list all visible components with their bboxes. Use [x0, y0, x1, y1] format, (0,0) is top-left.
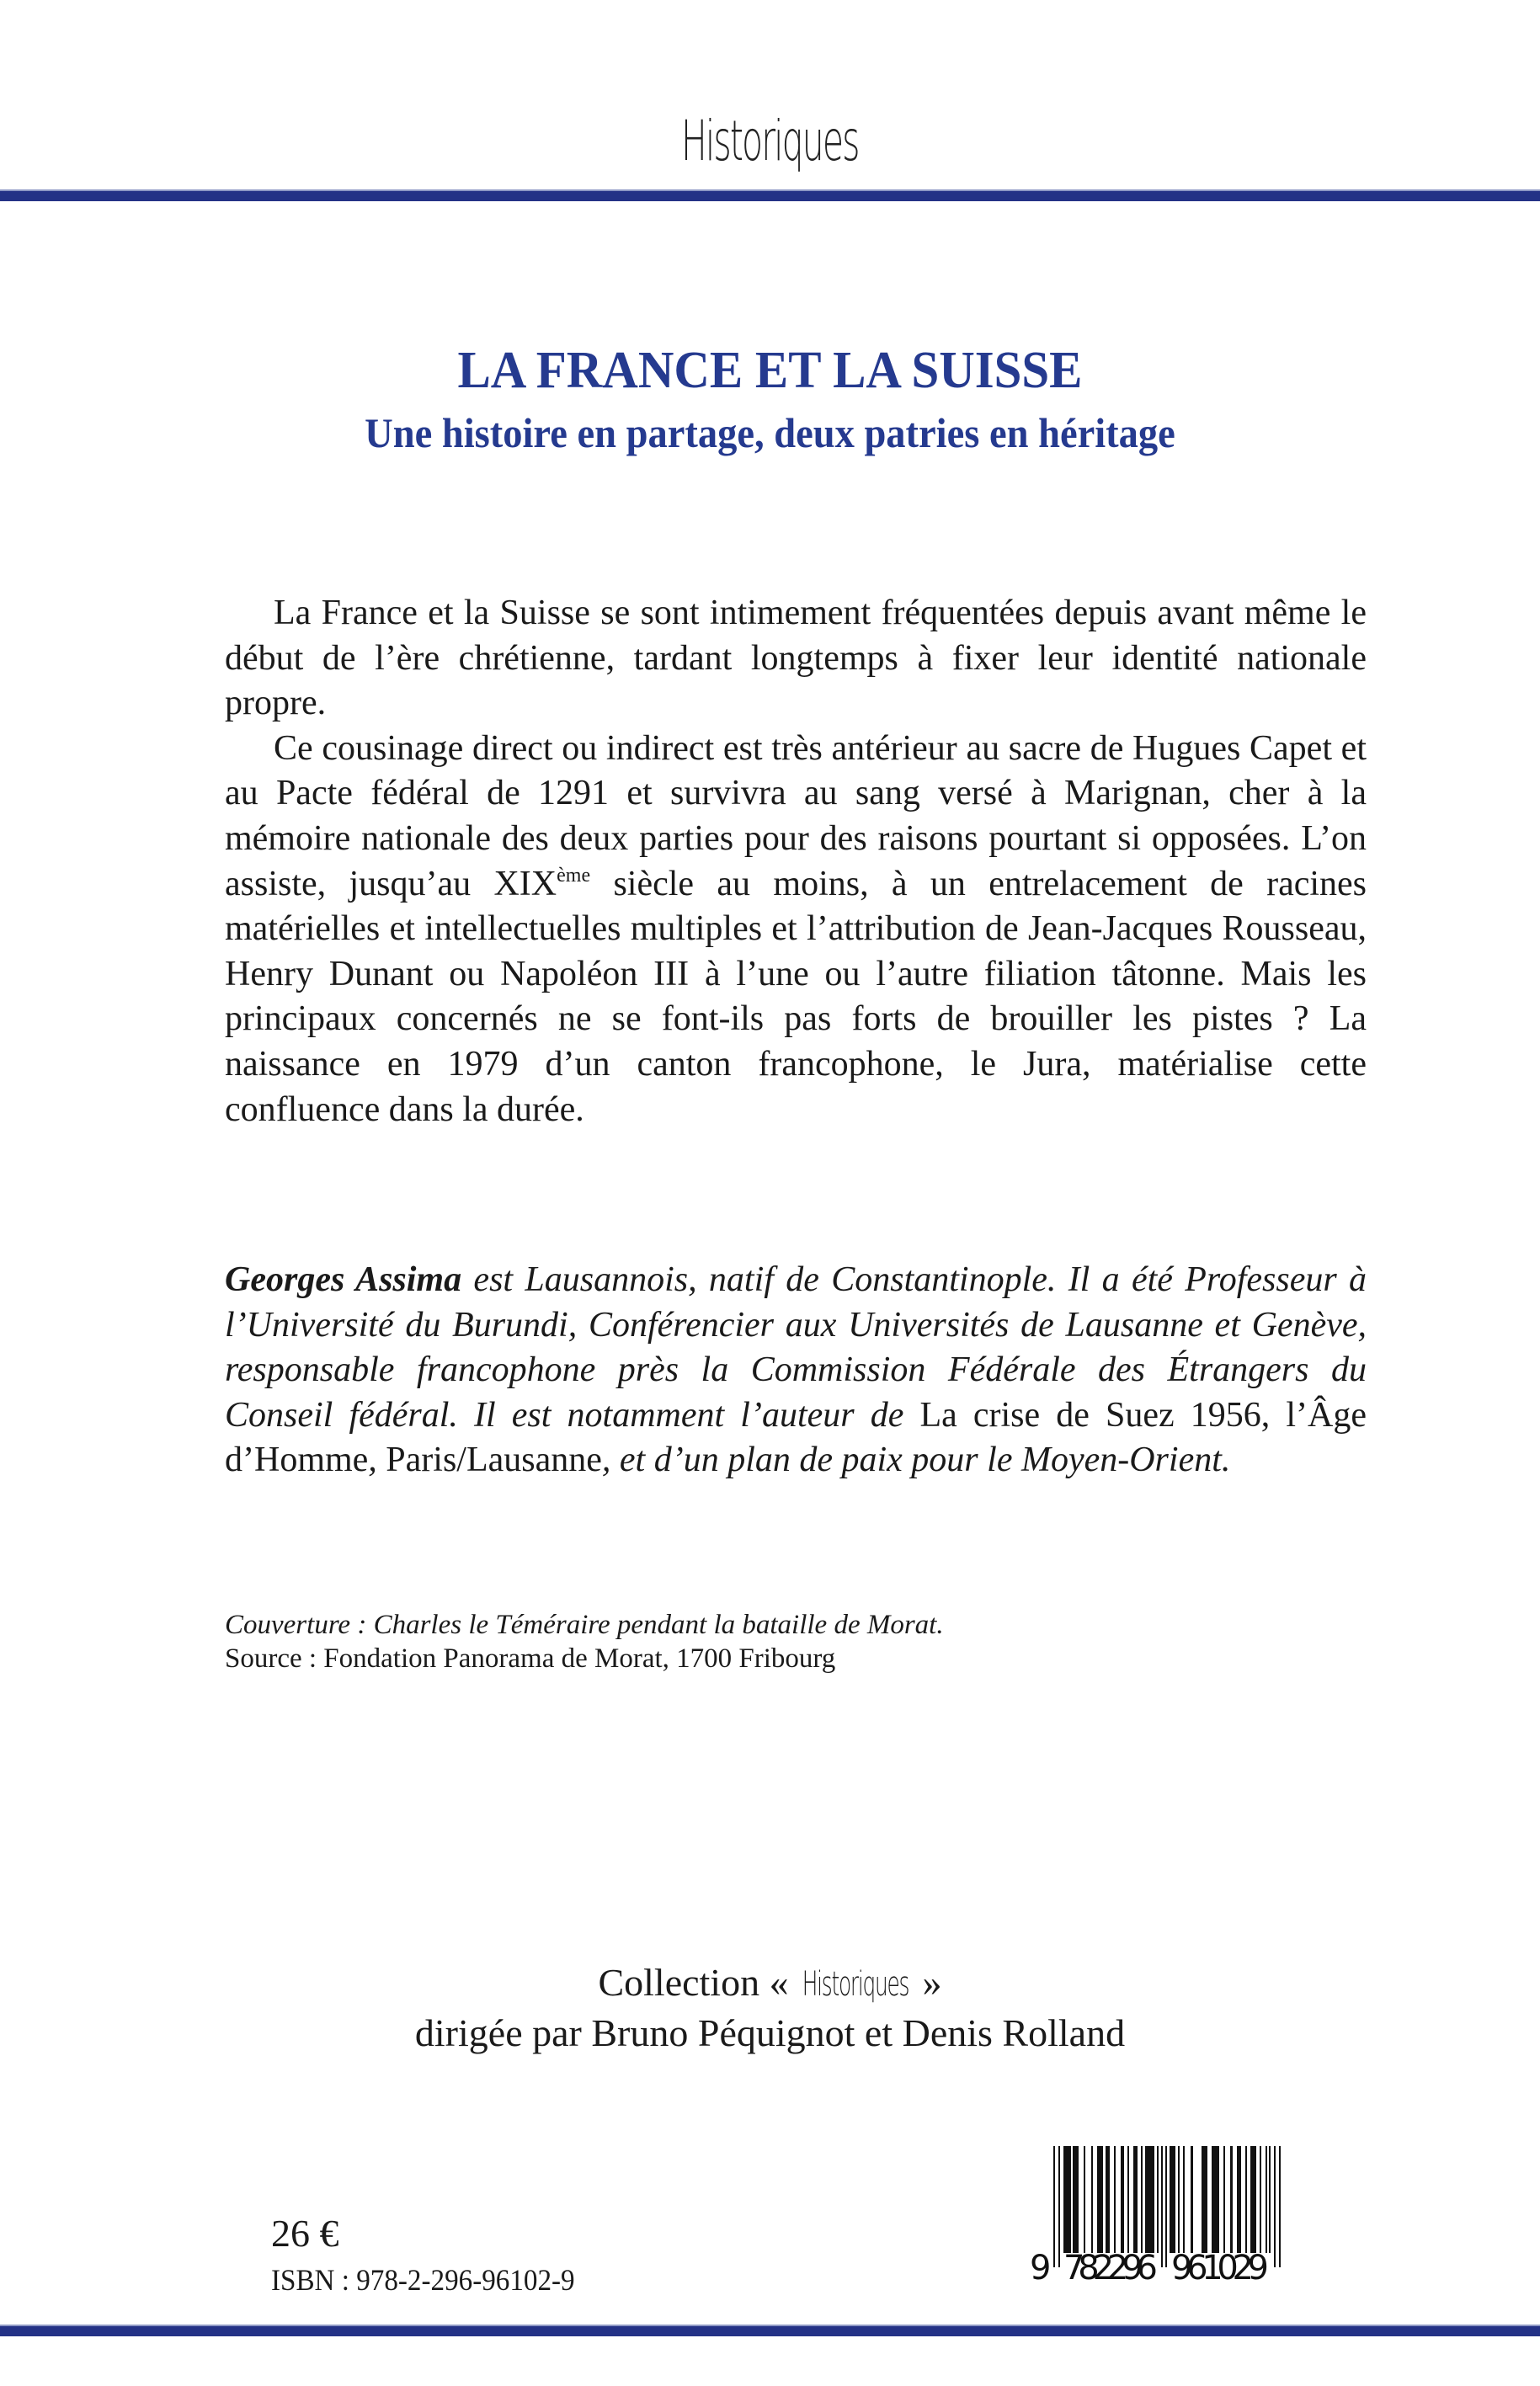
superscript-eme: ème: [557, 864, 591, 887]
author-book-place: Paris/Lausanne: [386, 1441, 602, 1480]
barcode-icon: [1023, 2143, 1326, 2290]
barcode-right-digits: 961029: [1171, 2249, 1269, 2287]
blurb-paragraph-2-text-a: Ce cousinage direct ou indirect est très antérieur au sacre de Hugues Capet et au Pacte fédéral de 1291 et survivra au sang versé à Marignan, cher à la mémoire nationale des deux parties pour des raisons pourtant si opposées. L’on assiste, jusqu’au XIX: [225, 728, 1367, 903]
author-bio: [225, 1258, 1367, 1483]
collection-prefix: Collection «: [598, 1961, 799, 2004]
author-book-title: La crise de Suez 1956, l’Âge d’Homme: [225, 1395, 1367, 1480]
top-rule: [0, 189, 1540, 201]
collection-info: [0, 1958, 1540, 2057]
isbn: ISBN : 978-2-296-96102-9: [271, 2263, 575, 2297]
series-logo: Historiques: [680, 109, 859, 173]
author-bio-sep: ,: [368, 1441, 386, 1480]
book-title: LA FRANCE ET LA SUISSE: [457, 342, 1083, 399]
collection-suffix: »: [913, 1961, 942, 2004]
cover-source: Source : Fondation Panorama de Morat, 1700 Fribourg: [225, 1643, 836, 1674]
collection-line: [0, 1958, 1540, 2009]
bottom-rule: [0, 2325, 1540, 2336]
blurb-paragraph-2: [225, 727, 1367, 1132]
cover-credits: [225, 1608, 944, 1675]
author-name: Georges Assima: [225, 1260, 462, 1299]
blurb-paragraph-1: La France et la Suisse se sont intimement fréquentées depuis avant même le début de l’ère chrétienne, tardant longtemps à fixer leur identité nationale propre.: [225, 594, 1367, 723]
collection-directors: dirigée par Bruno Péquignot et Denis Rolland: [414, 2011, 1126, 2054]
cover-caption: Couverture : Charles le Téméraire pendant la bataille de Morat.: [225, 1610, 944, 1640]
collection-logo: Historiques: [802, 1965, 909, 2004]
author-bio-text-b: , et d’un plan de paix pour le Moyen-Orient.: [601, 1441, 1231, 1480]
author-bio-text-a: est Lausannois, natif de Constantinople. Il a été Professeur à l’Université du Burundi, Conférencier aux Universités de Lausanne et Genève, responsable francophone près la Commission Fédérale des Étrangers du Conseil fédéral. Il est notamment l’auteur de: [225, 1260, 1367, 1435]
blurb-paragraph-2-text-b: siècle au moins, à un entrelacement de racines matérielles et intellectuelles multiples et l’attribution de Jean-Jacques Rousseau, Henry Dunant ou Napoléon III à l’une ou l’autre filiation tâtonne. Mais les principaux concernés ne se font-ils pas forts de brouiller les pistes ? La naissance en 1979 d’un canton francophone, le Jura, matérialise cette confluence dans la durée.: [225, 864, 1367, 1129]
author-paragraph: [225, 1258, 1367, 1483]
price: 26 €: [271, 2212, 339, 2255]
barcode-left-digits: 782296: [1063, 2249, 1158, 2287]
blurb: [225, 591, 1367, 1132]
barcode-first-digit: 9: [1030, 2249, 1052, 2287]
book-subtitle: Une histoire en partage, deux patries en héritage: [365, 409, 1175, 456]
